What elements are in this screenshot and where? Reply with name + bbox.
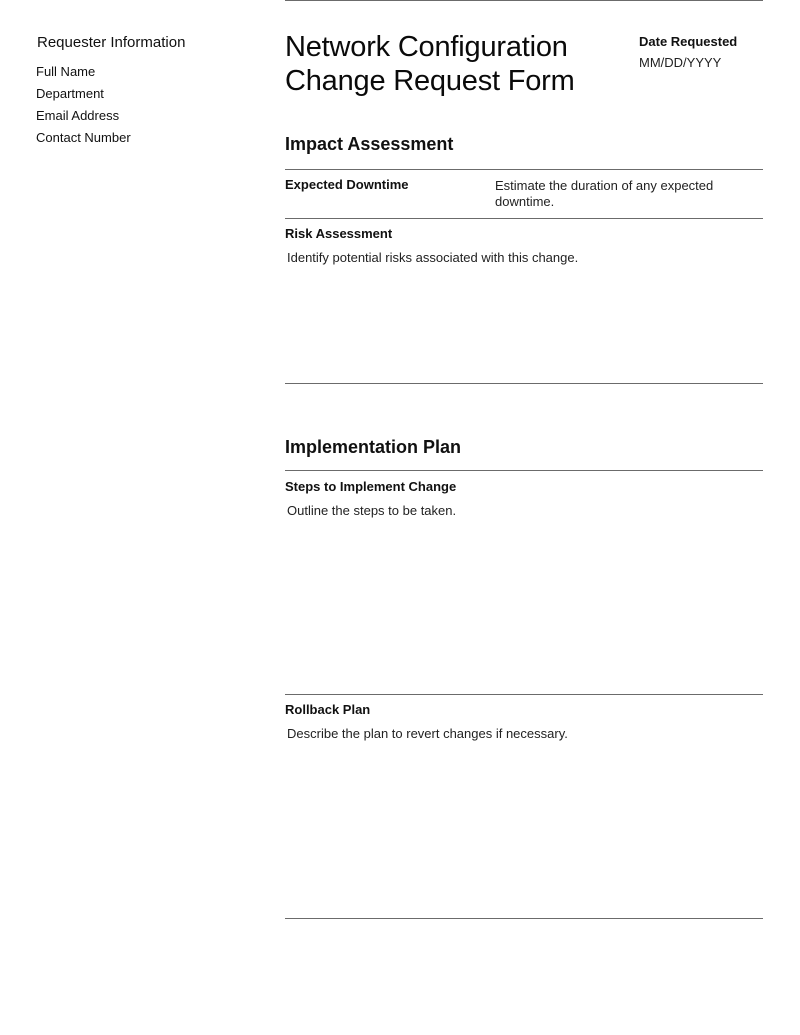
date-requested-block [639,33,737,72]
date-requested-label: Date Requested [639,34,738,49]
risk-assessment-label: Risk Assessment [285,226,393,241]
requester-field-list [36,61,256,149]
implementation-plan-heading: Implementation Plan [285,437,462,457]
date-requested-field[interactable]: MM/DD/YYYY [639,55,722,70]
expected-downtime-field[interactable]: Estimate the duration of any expected downtime. [495,178,714,209]
risk-assessment-field[interactable]: Identify potential risks associated with this change. [287,250,579,265]
page-title: Network Configuration Change Request Form [285,31,575,97]
rollback-divider [285,918,763,919]
department-field[interactable]: Department [36,86,104,101]
contact-number-field[interactable]: Contact Number [36,130,131,145]
risk-divider [285,383,763,384]
requester-information-heading: Requester Information [37,34,186,51]
full-name-field[interactable]: Full Name [36,64,96,79]
downtime-divider [285,218,763,219]
expected-downtime-label: Expected Downtime [285,177,409,192]
impact-assessment-heading: Impact Assessment [285,134,454,154]
rollback-plan-field[interactable]: Describe the plan to revert changes if necessary. [287,726,568,741]
top-divider [285,0,763,1]
rollback-plan-label: Rollback Plan [285,702,371,717]
steps-to-implement-field[interactable]: Outline the steps to be taken. [287,503,457,518]
email-address-field[interactable]: Email Address [36,108,120,123]
impact-divider [285,169,763,170]
steps-to-implement-label: Steps to Implement Change [285,479,457,494]
requester-information-panel [36,33,256,149]
steps-divider [285,694,763,695]
implementation-divider [285,470,763,471]
